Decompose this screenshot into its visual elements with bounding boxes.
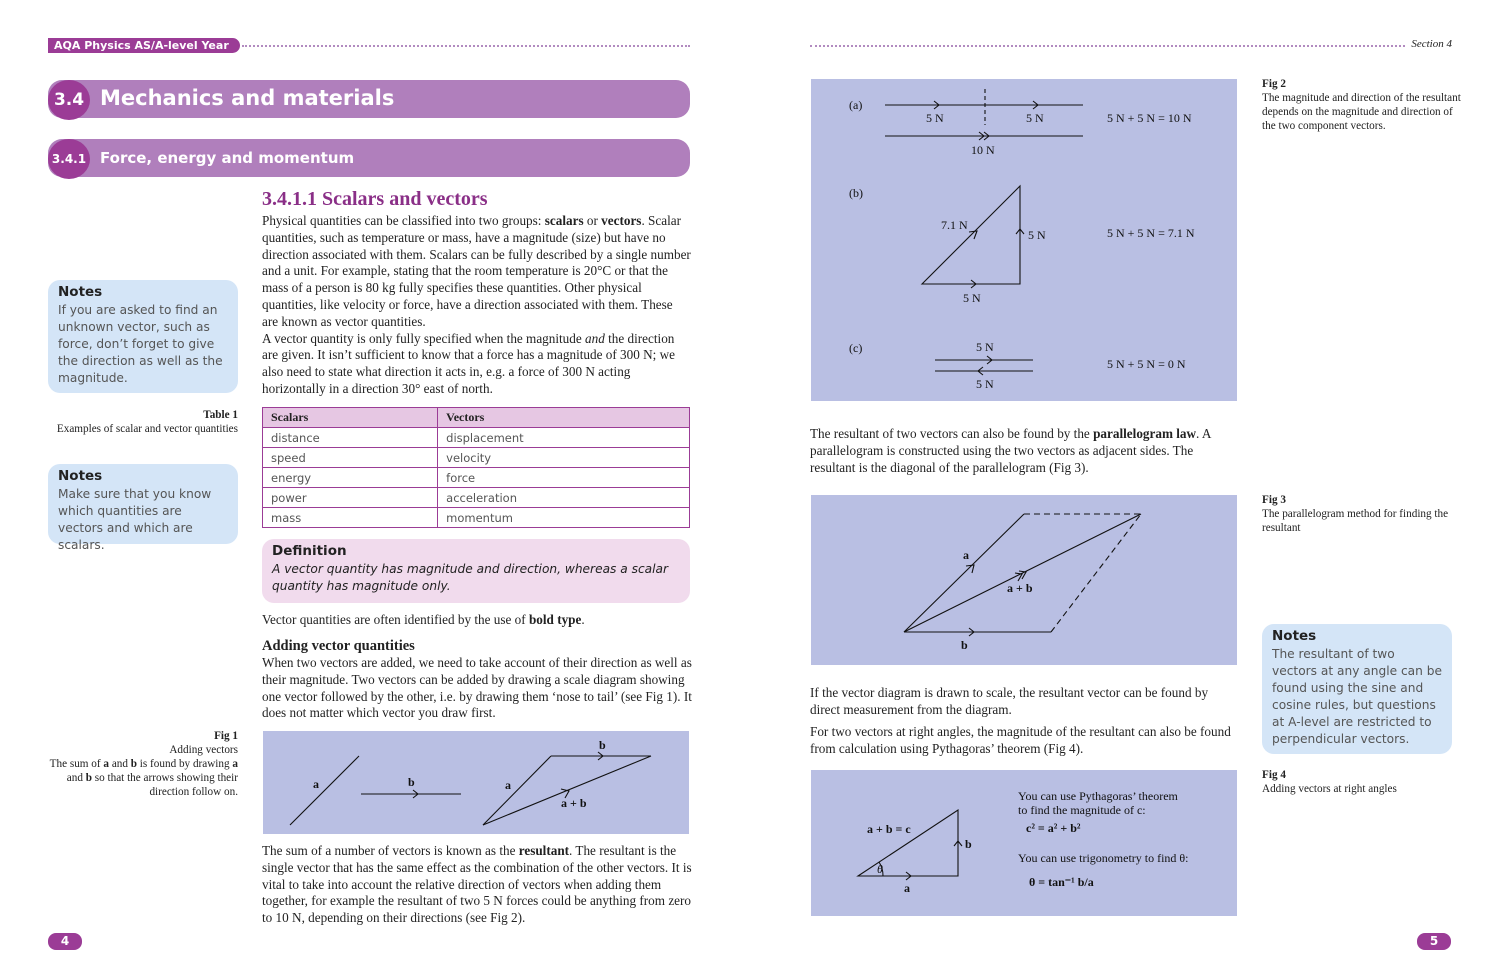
- table-cell: momentum: [438, 508, 690, 528]
- fig4-diagram: [811, 770, 1237, 916]
- table-cell: velocity: [438, 448, 690, 468]
- fig1-label-a: a: [313, 777, 319, 791]
- fig2-diagram: [811, 79, 1237, 401]
- fig1-label-b: b: [408, 775, 415, 789]
- fig4-eq2: θ = tan⁻¹ b/a: [1029, 875, 1094, 889]
- column-header: Scalars: [263, 408, 438, 428]
- fig3-label-a: a: [963, 548, 969, 562]
- column-header: Vectors: [438, 408, 690, 428]
- fig2-caption: Fig 2 The magnitude and direction of the resultant depends on the magnitude and direction of the two component vectors.: [1262, 78, 1461, 132]
- notes-text: The resultant of two vectors at any angle can be found using the sine and cosine rules, but questions at A-level are restricted to perpendicular vectors.: [1272, 647, 1442, 746]
- fig2-10n: 10 N: [971, 143, 995, 157]
- fig2-svg: [811, 79, 1237, 401]
- fig3-label-b: b: [961, 638, 968, 652]
- fig2-5n-5: 5 N: [976, 340, 994, 354]
- definition-title: Definition: [272, 543, 347, 559]
- chapter-title: Mechanics and materials: [100, 86, 395, 110]
- section-title: Force, energy and momentum: [100, 149, 355, 167]
- chapter-number: 3.4: [48, 80, 90, 120]
- fig2-7n: 7.1 N: [941, 218, 968, 232]
- fig2-eq-b: 5 N + 5 N = 7.1 N: [1107, 226, 1195, 240]
- fig1-diagram: [263, 731, 689, 834]
- fig2-label-a: (a): [849, 98, 863, 112]
- fig2-5n-2: 5 N: [1026, 111, 1044, 125]
- resultant-text: The sum of a number of vectors is known as the resultant. The resultant is the single vector that has the same effect as the combination of the other vectors. It is vital to take into account the relative direction of vectors when adding them together, for example the resultant of two 5 N forces could be anything from zero to 10 N, depending on their directions (see Fig 2).: [262, 843, 692, 926]
- subsection-heading: 3.4.1.1 Scalars and vectors: [262, 188, 488, 210]
- table-cell: acceleration: [438, 488, 690, 508]
- section-label: Section 4: [1411, 38, 1452, 50]
- fig2-5n-6: 5 N: [976, 377, 994, 391]
- fig2-eq-a: 5 N + 5 N = 10 N: [1107, 111, 1192, 125]
- fig1-caption: Fig 1 Adding vectors The sum of a and b is found by drawing a and b so that the arrows showing their direction follow on.: [49, 730, 238, 798]
- table-row: [263, 488, 690, 508]
- fig3-svg: [811, 495, 1237, 665]
- section-banner: [48, 139, 690, 177]
- fig1-label-ab: a + b: [561, 796, 587, 810]
- notes-box-3: [1262, 624, 1452, 754]
- fig4-line1: You can use Pythagoras’ theorem: [1018, 789, 1178, 803]
- table-row: [263, 428, 690, 448]
- table-row: [263, 468, 690, 488]
- intro-text: Physical quantities can be classified into two groups: scalars or vectors. Scalar quantities, such as temperature or mass, have a magnitude (size) but have no direction associated with them. Scalars can be fully described by a single number and a unit. For example, stating that the room temperature is 20°C or that the mass of a person is 80 kg fully specifies these quantities. Other physical quantities, like velocity or force, have a direction associated with them. These are known as vector quantities. A vector quantity is only fully specified when the magnitude and the direction are given. It isn’t sufficient to know that a force has a magnitude of 300 N; we also need to state what direction it acts in, e.g. a force of 300 N acting horizontally in a direction 30° east of north.: [262, 213, 691, 396]
- notes-title: Notes: [58, 284, 103, 300]
- fig1-label-b2: b: [599, 738, 606, 752]
- notes-title: Notes: [58, 468, 103, 484]
- notes-title: Notes: [1272, 628, 1317, 644]
- fig4-label-c: a + b = c: [867, 822, 911, 836]
- parallelogram-text: The resultant of two vectors can also be found by the parallelogram law. A parallelogram is constructed using the two vectors as adjacent sides. The resultant is the diagonal of the parallelogram (Fig 3).: [810, 426, 1211, 475]
- table-cell: power: [263, 488, 438, 508]
- book-title-tag: AQA Physics AS/A-level Year 1: [48, 38, 240, 53]
- table-cell: force: [438, 468, 690, 488]
- pythagoras-text: For two vectors at right angles, the magnitude of the resultant can also be found from calculation using Pythagoras’ theorem (Fig 4).: [810, 724, 1231, 756]
- scale-text: If the vector diagram is drawn to scale, the resultant vector can be found by direct measurement from the diagram.: [810, 685, 1209, 717]
- fig2-5n-3: 5 N: [1028, 228, 1046, 242]
- table-cell: speed: [263, 448, 438, 468]
- page-number-left: 4: [48, 933, 82, 950]
- fig3-caption: Fig 3 The parallelogram method for finding the resultant: [1262, 494, 1449, 534]
- table-cell: distance: [263, 428, 438, 448]
- scalars-vectors-table: [262, 407, 690, 528]
- table-header-row: [263, 408, 690, 428]
- chapter-banner: [48, 80, 690, 118]
- fig2-label-c: (c): [849, 341, 863, 355]
- fig2-5n-1: 5 N: [926, 111, 944, 125]
- fig4-theta: θ: [877, 862, 883, 876]
- header-rule-left: [242, 45, 690, 47]
- fig3-label-ab: a + b: [1007, 581, 1033, 595]
- fig3-diagram: [811, 495, 1237, 665]
- fig1-svg: [263, 731, 689, 834]
- notes-box-2: [48, 464, 238, 552]
- notes-text: If you are asked to find an unknown vector, such as force, don’t forget to give the direction as well as the magnitude.: [58, 303, 223, 385]
- notes-box-1: [48, 280, 238, 393]
- fig4-svg: [811, 770, 1237, 916]
- table-row: [263, 448, 690, 468]
- table-row: [263, 508, 690, 528]
- fig2-label-b: (b): [849, 186, 863, 200]
- definition-text: A vector quantity has magnitude and direction, whereas a scalar quantity has magnitude only.: [272, 562, 668, 593]
- fig4-line2: to find the magnitude of c:: [1018, 803, 1146, 817]
- adding-text: When two vectors are added, we need to take account of their direction as well as their magnitude. Two vectors can be added by drawing a scale diagram showing one vector followed by the other, i.e. by drawing them ‘nose to tail’ (see Fig 1). It does not matter which vector you draw first.: [262, 655, 692, 721]
- header-rule-right: [810, 45, 1405, 47]
- notes-text: Make sure that you know which quantities are vectors and which are scalars.: [58, 487, 212, 552]
- definition-box: [262, 539, 690, 603]
- table-cell: displacement: [438, 428, 690, 448]
- fig1-label-a2: a: [505, 778, 511, 792]
- fig2-5n-4: 5 N: [963, 291, 981, 305]
- fig4-label-b: b: [965, 837, 972, 851]
- fig4-line3: You can use trigonometry to find θ:: [1018, 851, 1189, 865]
- table1-caption: Table 1 Examples of scalar and vector quantities: [56, 409, 238, 435]
- table-cell: energy: [263, 468, 438, 488]
- fig2-eq-c: 5 N + 5 N = 0 N: [1107, 357, 1186, 371]
- page-number-right: 5: [1417, 933, 1451, 950]
- fig4-caption: Fig 4 Adding vectors at right angles: [1262, 769, 1397, 795]
- fig4-label-a: a: [904, 881, 910, 895]
- section-number: 3.4.1: [48, 139, 90, 179]
- table-cell: mass: [263, 508, 438, 528]
- adding-heading: Adding vector quantities: [262, 638, 415, 654]
- fig4-eq1: c² = a² + b²: [1026, 821, 1081, 835]
- bold-type-text: Vector quantities are often identified by the use of bold type.: [262, 612, 585, 627]
